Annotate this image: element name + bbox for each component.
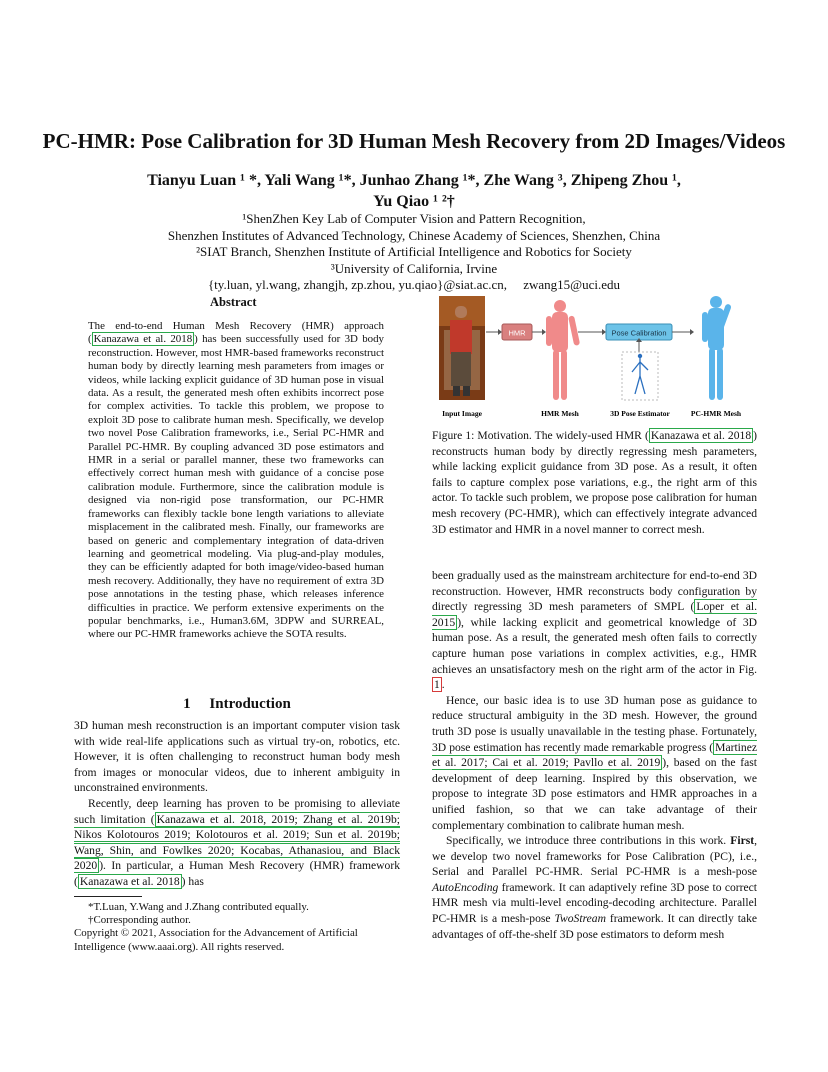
italic-term: AutoEncoding: [432, 880, 499, 894]
paragraph-text: ) has: [181, 874, 204, 888]
hmr-mesh-figure: [546, 300, 580, 400]
caption-text: Figure 1: Motivation. The widely-used HMR (: [432, 429, 649, 442]
hmr-box-label: HMR: [508, 328, 526, 338]
3d-pose-skeleton: [622, 352, 658, 400]
citation-link[interactable]: Loper et al. 2015: [432, 600, 757, 629]
paragraph-text: ). In particular, a Human Mesh Recovery (HMR) framework (: [74, 859, 400, 888]
input-image-photo: [439, 296, 485, 400]
paragraph: 3D human mesh reconstruction is an important computer vision task with wide real-life applications such as virtual try-on, robotics, etc. However, it is often challenging to reconstruct human body mesh from images or monocular videos, due to inherent ambiguity in unconstrained environments.: [74, 719, 400, 795]
paragraph-text: ), while lacking explicit and geometrical knowledge of 3D human pose. As a result, the generated mesh often fails to correctly capture human pose variations in complex activities, e.g., HMR achieves an unsatisfactory mesh on the right arm of the actor in Fig.: [432, 615, 757, 676]
citation-link[interactable]: Martinez et al. 2017; Cai et al. 2019; Pavllo et al. 2019: [432, 740, 757, 770]
footnote: †Corresponding author.: [88, 914, 191, 927]
arrow-head: [542, 329, 546, 335]
abstract-text: ) has been successfully used for 3D body reconstruction. However, most HMR-based frameworks reconstruct human body by directly learning mesh parameters from images or videos, while lacking explicit guidance of 3D human pose in visual data. As a result, the generated mesh often exhibits incorrect pose for complex activities. To tackle this problem, we propose to exploit 3D pose to calibrate human mesh. Specifically, we develop two novel Pose Calibration frameworks, i.e., Serial PC-HMR and Parallel PC-HMR. By coupling advanced 3D pose estimators and HMR in a serial or parallel manner, these two frameworks can effectively correct human mesh with guidance of a concise pose calibration module. Furthermore, since the calibration module is designed via non-rigid pose transformation, our PC-HMR frameworks can flexibly tackle bone length variations to alleviate misplacement in the calibrated mesh. Finally, our frameworks are based on generic and complementary integration of data-driven learning and geometrical modeling. Via plug-and-play modules, they can be efficiently adapted for both image/video-based human mesh recovery. Additionally, they have no requirement of extra 3D pose annotations in the testing phase, which releases inference difficulties in practice. We perform extensive experiments on the popular benchmarks, i.e., Human3.6M, 3DPW and SURREAL, where our PC-HMR frameworks achieve the SOTA results.: [88, 333, 384, 641]
arrow-head: [690, 329, 694, 335]
paragraph-text: Recently, deep learning has proven to be promising to alleviate such limitation (: [74, 796, 400, 826]
figure-reference-link[interactable]: 1: [434, 678, 440, 692]
intro-right-column: [432, 568, 757, 942]
paragraph: [432, 833, 757, 942]
arrow-head: [498, 329, 502, 335]
paragraph: [432, 693, 757, 833]
figure-1: [432, 290, 760, 420]
figure-label: 3D Pose Estimator: [610, 409, 670, 418]
affiliation-line: ¹ShenZhen Key Lab of Computer Vision and Pattern Recognition,: [242, 211, 586, 226]
paragraph: [432, 568, 757, 693]
affiliation-line: ³University of California, Irvine: [330, 260, 498, 276]
abstract-text: The end-to-end Human Mesh Recovery (HMR) approach (: [88, 320, 384, 346]
copyright-notice: Copyright © 2021, Association for the Advancement of Artificial Intelligence (www.aaai.org). All rights reserved.: [74, 927, 358, 953]
paragraph-text: been gradually used as the mainstream architecture for end-to-end 3D reconstruction. However, HMR reconstructs body configuration by directly regressing 3D mesh parameters of SMPL (: [432, 569, 757, 614]
bold-text: First: [730, 834, 755, 848]
section-heading-introduction: 1 Introduction: [183, 696, 291, 712]
citation-link[interactable]: Kanazawa et al. 2018: [650, 429, 752, 442]
pose-calibration-box-label: Pose Calibration: [611, 328, 667, 338]
paragraph-text: .: [441, 678, 445, 692]
paragraph-text: Hence, our basic idea is to use 3D human pose as guidance to reduce structural ambiguity in the 3D mesh. However, the ground truth 3D pose is usually unavailable in the testing phase. Fortunately, 3D pose estimation has recently made remarkable progress (: [432, 693, 757, 754]
authors-line-2: Yu Qiao ¹ ²†: [373, 193, 455, 210]
paragraph-text: framework. It can adaptively refine 3D pose to correct HMR mesh via multi-level encoding-decoding architecture. Parallel PC-HMR is a mesh-pose: [432, 880, 757, 926]
citation-link[interactable]: Kanazawa et al. 2018: [79, 874, 180, 888]
figure-label: HMR Mesh: [541, 409, 579, 418]
figure-label: PC-HMR Mesh: [690, 409, 742, 418]
citation-link[interactable]: Kanazawa et al. 2018: [93, 333, 193, 346]
pc-hmr-mesh-figure: [702, 296, 732, 400]
figure-label: Input Image: [442, 409, 482, 418]
authors-line-1: Tianyu Luan ¹ *, Yali Wang ¹*, Junhao Zhang ¹*, Zhe Wang ³, Zhipeng Zhou ¹,: [147, 172, 681, 189]
paragraph-text: Specifically, we introduce three contributions in this work.: [446, 834, 731, 848]
caption-text: ) reconstructs human body by directly regressing mesh parameters, while lacking explicit guidance from 3D pose. As a result, it often fails to capture complex pose variations, e.g., the right arm of this actor. To tackle such problem, we propose pose calibration for human mesh recovery (PC-HMR), which can effectively integrate advanced 3D estimator and HMR in a novel manner to correct mesh.: [432, 429, 757, 536]
affiliations: [60, 211, 768, 294]
citation-link[interactable]: Kanazawa et al. 2018, 2019; Zhang et al. 2019b; Nikos Kolotouros 2019; Kolotouros et al. 2019; Sun et al. 2019b; Wang, Shin, and Fowlkes 2020; Kocabas, Athanasiou, and Black 2020: [74, 812, 400, 873]
figure-1-caption: [432, 428, 757, 537]
author-list: [120, 170, 708, 212]
affiliation-line: ²SIAT Branch, Shenzhen Institute of Artificial Intelligence and Robotics for Society: [196, 244, 632, 260]
italic-term: TwoStream: [554, 912, 606, 926]
intro-left-column: [74, 718, 400, 890]
footnote-rule: [74, 896, 142, 897]
paragraph-text: framework. It can directly take advantages of off-the-shelf 3D pose estimators to deform mesh: [432, 912, 758, 941]
arrow-head: [602, 329, 606, 335]
paragraph-text: ), based on the fast development of deep learning. Inspired by this observation, we propose to integrate 3D pose estimators and HMR approaches in a unified fashion, so that we can take advantage of their complementary combination to calibrate human mesh.: [432, 756, 757, 832]
paragraph: [74, 796, 400, 890]
abstract-body: [88, 320, 384, 642]
author-emails: {ty.luan, yl.wang, zhangjh, zp.zhou, yu.qiao}@siat.ac.cn, zwang15@uci.edu: [207, 277, 621, 293]
footnote: *T.Luan, Y.Wang and J.Zhang contributed equally.: [88, 901, 309, 913]
paper-title: PC-HMR: Pose Calibration for 3D Human Mesh Recovery from 2D Images/Videos: [42, 129, 786, 153]
paragraph-text: , we develop two novel frameworks for Pose Calibration (PC), i.e., Serial and Parallel PC-HMR. Serial PC-HMR is a mesh-pose: [432, 834, 757, 879]
footnotes: [74, 901, 404, 954]
affiliation-line: Shenzhen Institutes of Advanced Technology, Chinese Academy of Sciences, Shenzhen, China: [167, 227, 661, 243]
abstract-heading: Abstract: [210, 295, 257, 309]
